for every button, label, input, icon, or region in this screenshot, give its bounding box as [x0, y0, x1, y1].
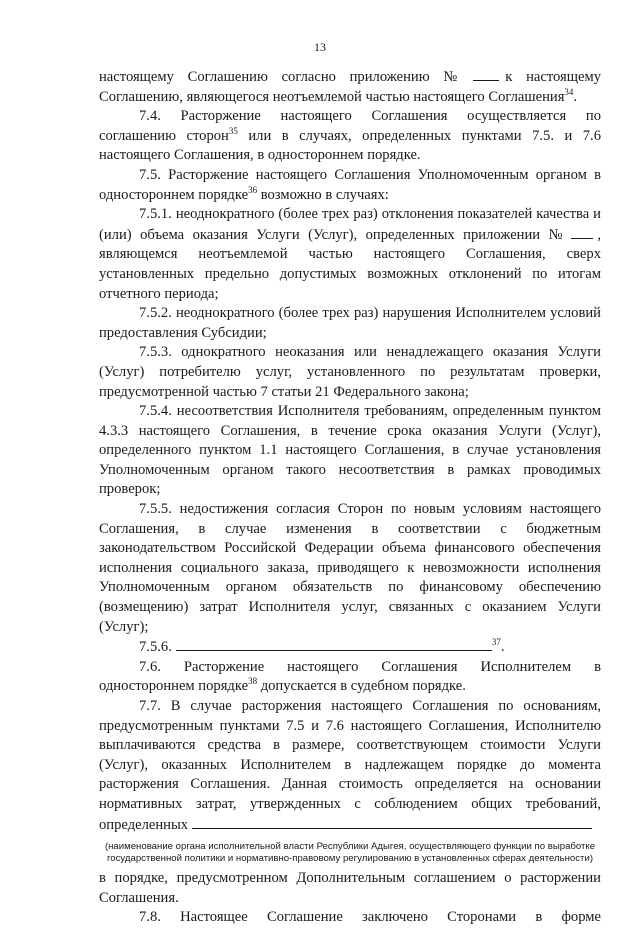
text: к настоящему Соглашению, являющегося неотъемлемой частью настоящего Соглашения: [99, 69, 602, 105]
text: 7.7. В случае расторжения настоящего Соглашения по основаниям, предусмотренным пунктами 7.5 и 7.6 настоящего Соглашения, Исполнителю выплачиваются средства в размере, соответствующем стоимости Услуги (Услуг), оказанных Исполнителем в надлежащем порядке до момента расторжения Соглашения. Данная стоимость определяется на основании нормативных затрат, утвержденных с соблюдением общих требований, определенных: [99, 698, 601, 833]
text: или в случаях, определенных пунктами 7.5. и 7.6 настоящего Соглашения, в одностороннем порядке.: [99, 127, 602, 164]
footnote-ref: 35: [228, 125, 238, 136]
text: возможно в случаях:: [257, 186, 389, 203]
page-number: 13: [314, 40, 326, 54]
paragraph-7-5-6: [99, 637, 601, 658]
text: .: [500, 639, 505, 656]
paragraph-7-5-4: 7.5.4. несоответствия Исполнителя требованиям, определенным пунктом 4.3.3 настоящего Соглашения, в течение срока оказания Услуги (Услуг), определенного пунктом 1.1 настоящего Соглашения, в случае установления Уполномоченным органом такого несоответствия в рамках проводимых проверок;: [99, 403, 601, 498]
paragraph-7-8: 7.8. Настоящее Соглашение заключено Сторонами в форме: [139, 909, 601, 926]
blank-line: [192, 815, 592, 829]
footnote-ref: 34: [564, 86, 574, 97]
document-body: [99, 67, 601, 928]
text: 7.4. Расторжение настоящего Соглашения осуществляется по соглашению сторон: [99, 108, 601, 144]
paragraph-7-6: [99, 658, 601, 697]
blank-line: [176, 637, 492, 651]
org-caption: (наименование органа исполнительной власти Республики Адыгея, осуществляющего функции по выработке государственной политики и нормативно-правовому регулированию в установленных сферах деятельности): [104, 841, 596, 865]
text: , являющемся неотъемлемой частью настоящего Соглашения, сверх установленных предельно допустимых возможных отклонений по итогам отчетного периода;: [99, 226, 601, 302]
footnote-ref: 38: [248, 676, 258, 687]
footnote-ref: 37: [491, 637, 501, 648]
blank-line: [571, 225, 593, 239]
text: 7.5.6.: [139, 639, 172, 656]
paragraph-7-5-2: 7.5.2. неоднократного (более трех раз) нарушения Исполнителем условий предоставления Субсидии;: [99, 305, 601, 341]
text: настоящему Соглашению согласно приложению №: [99, 69, 468, 85]
paragraph-7-5-5: 7.5.5. недостижения согласия Сторон по новым условиям настоящего Соглашения, в случае изменения в соответствии с бюджетным законодательством Российской Федерации объема финансового обеспечения исполнения социального заказа, приводящего к невозможности исполнения Уполномоченным органом обязательств по финансовому обеспечению (возмещению) затрат Исполнителя услуг, связанных с оказанием Услуги (Услуг);: [99, 501, 601, 635]
paragraph-7-5: [99, 166, 601, 205]
text: 7.5.1. неоднократного (более трех раз) отклонения показателей качества и (или) объема оказания Услуги (Услуг), определенных приложении №: [99, 206, 601, 243]
paragraph-7-7: [99, 697, 601, 835]
paragraph-7-5-1: [99, 205, 601, 304]
text: 7.5. Расторжение настоящего Соглашения Уполномоченным органом в одностороннем порядке: [99, 166, 601, 203]
paragraph-7-4: [99, 107, 601, 166]
footnote-ref: 36: [248, 184, 258, 195]
text: .: [573, 88, 578, 105]
paragraph-intro: [99, 67, 601, 107]
text: 7.6. Расторжение настоящего Соглашения Исполнителем в одностороннем порядке: [99, 658, 601, 695]
blank-line: [473, 67, 499, 81]
paragraph-7-5-3: 7.5.3. однократного неоказания или ненадлежащего оказания Услуги (Услуг) потребителю услуг, установленного по результатам проверки, предусмотренной частью 7 статьи 21 Федерального закона;: [99, 344, 601, 400]
paragraph-7-7-continued: в порядке, предусмотренном Дополнительным соглашением о расторжении Соглашения.: [99, 870, 601, 906]
text: допускается в судебном порядке.: [257, 678, 466, 695]
